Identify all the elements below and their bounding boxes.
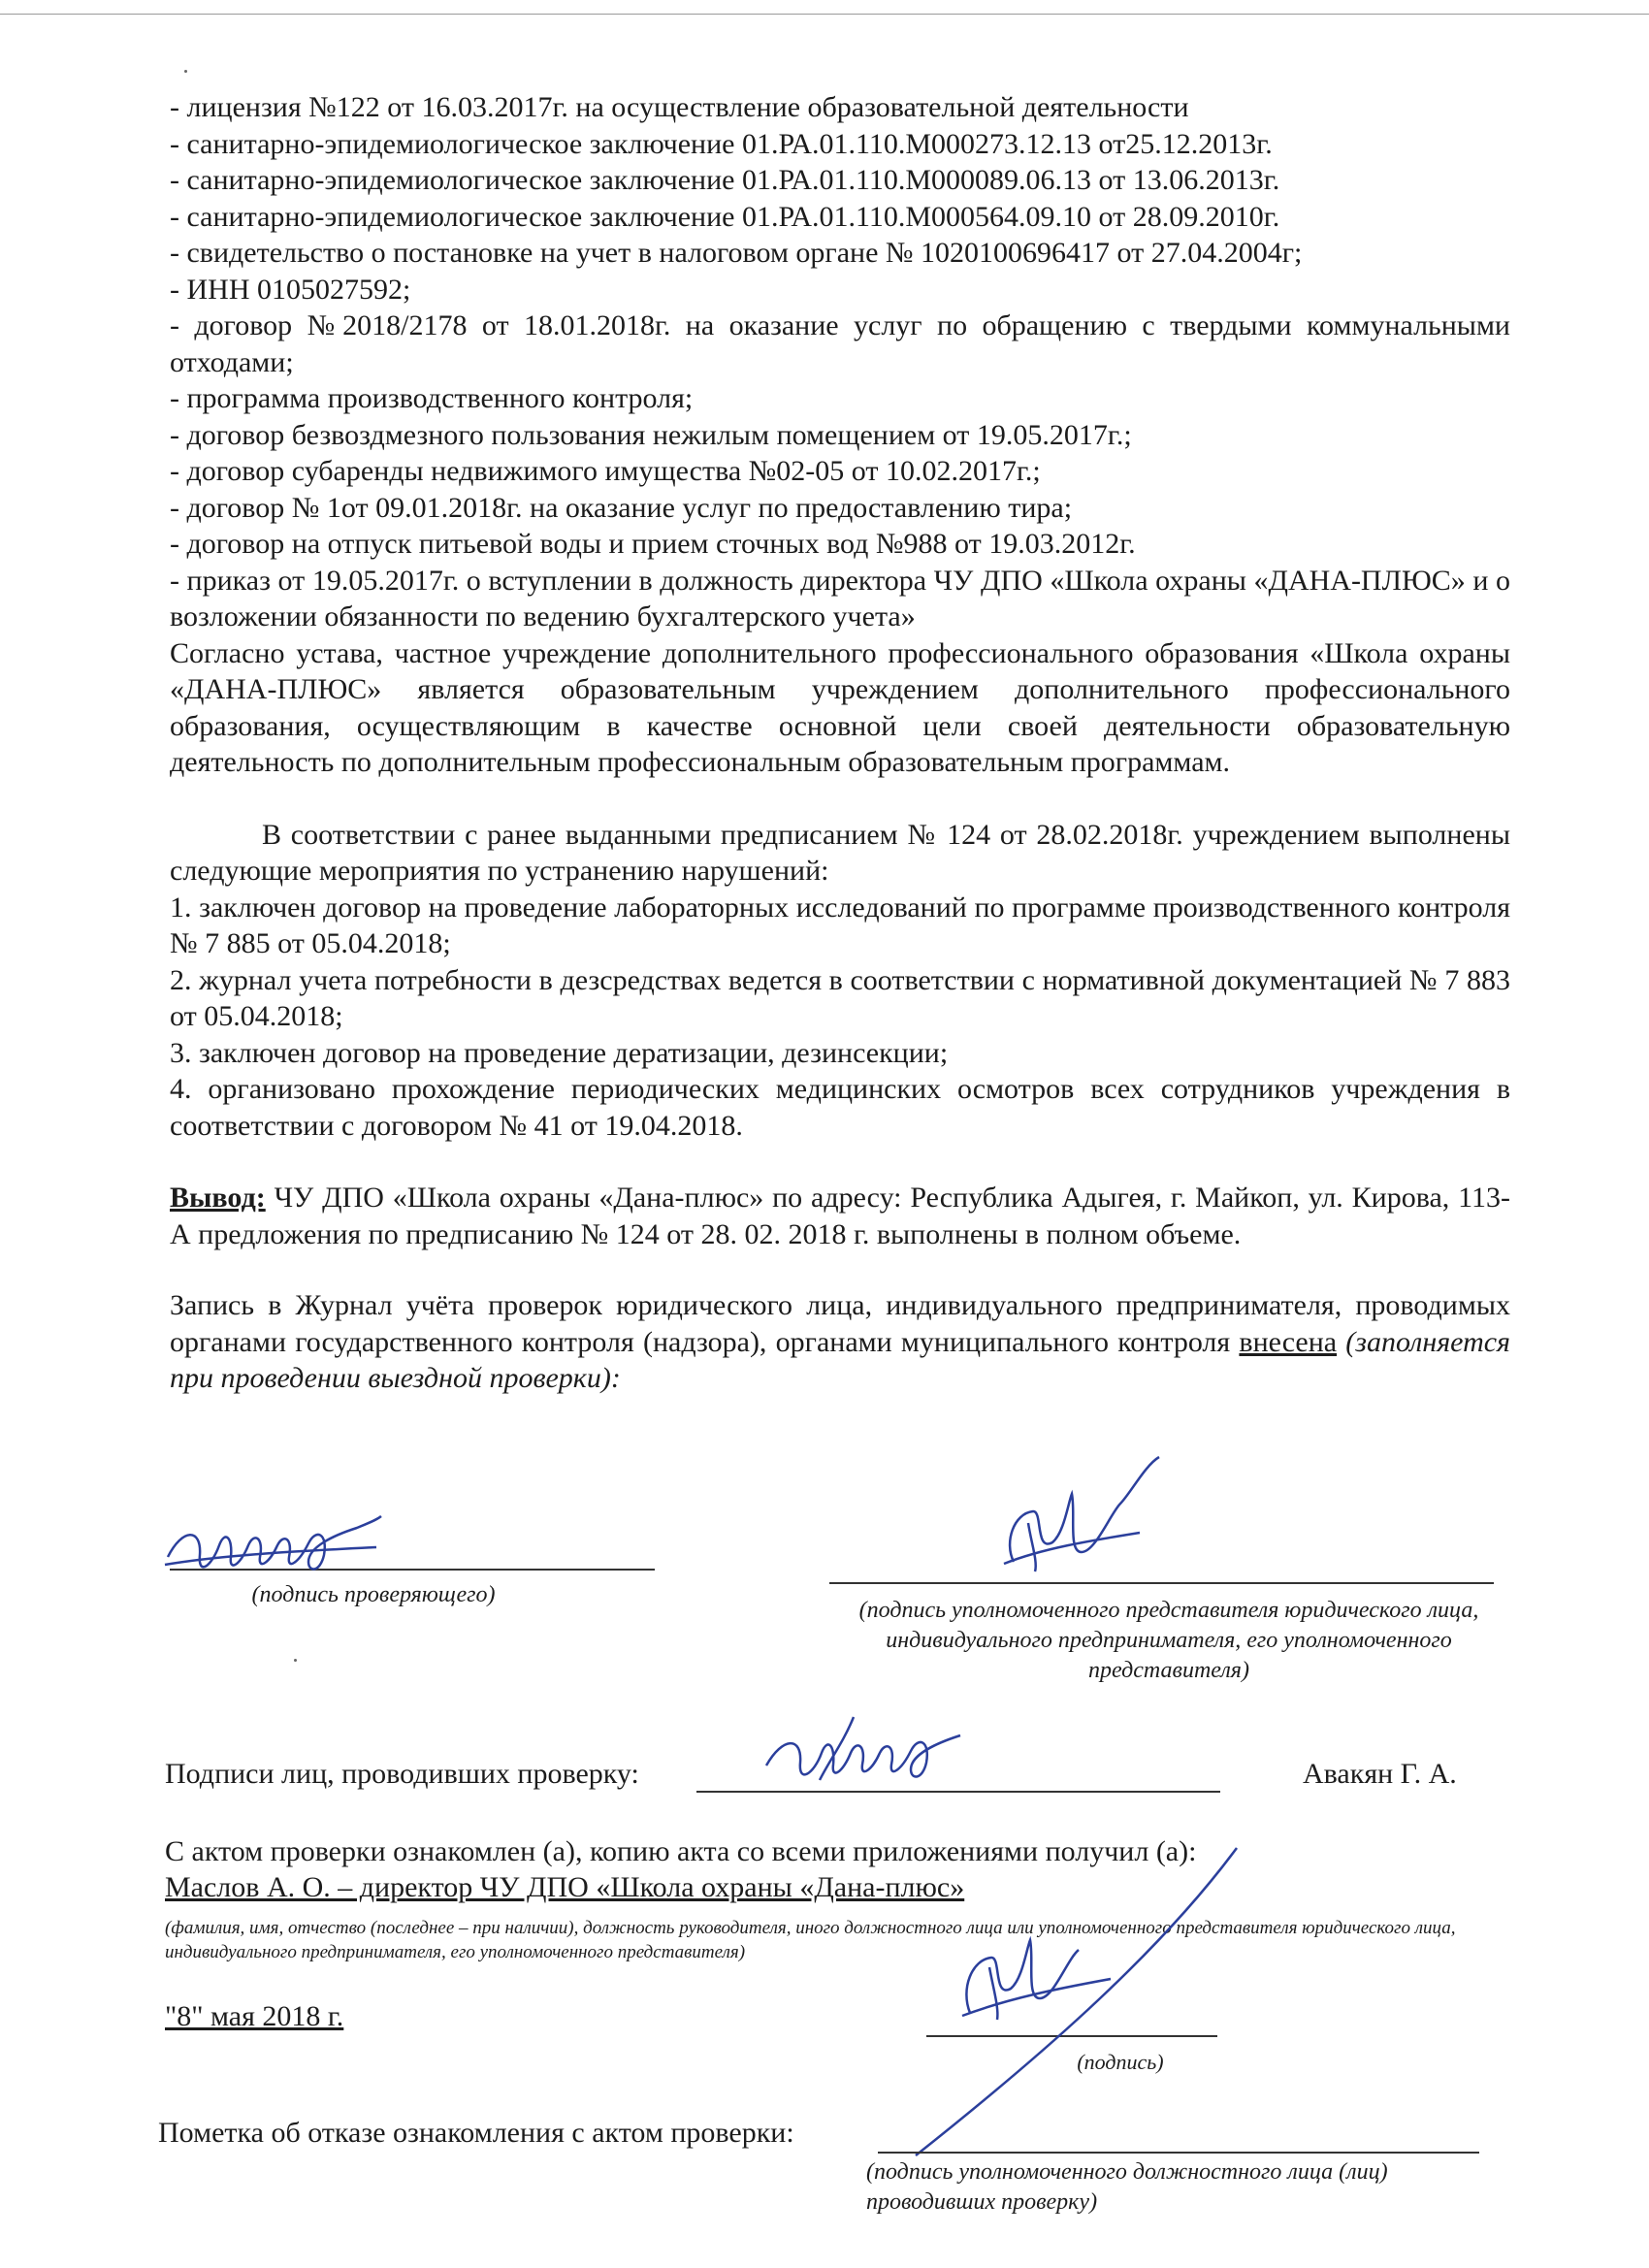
- acquaint-text: С актом проверки ознакомлен (а), копию акта со всеми приложениями получил (а):: [165, 1835, 1197, 1867]
- list-item: - программа производственного контроля;: [170, 382, 694, 414]
- document-date: "8" мая 2018 г.: [165, 2000, 344, 2032]
- list-item: - договор № 1от 09.01.2018г. на оказание услуг по предоставлению тира;: [170, 491, 1073, 524]
- director-signature-scribble: [912, 1843, 1319, 2163]
- signature-caption: (подпись): [1077, 2050, 1164, 2074]
- list-item: - санитарно-эпидемиологическое заключение 01.РА.01.110.М000089.06.13 от 13.06.2013г.: [170, 164, 1280, 196]
- representative-signature-caption: (подпись уполномоченного представителя юридического лица, индивидуального предпринимателя, его уполномоченного представителя): [858, 1598, 1479, 1683]
- inspectors-label: Подписи лиц, проводивших проверку:: [165, 1758, 639, 1790]
- refusal-label: Пометка об отказе ознакомления с актом проверки:: [158, 2117, 794, 2149]
- acquaint-caption: (фамилия, имя, отчество (последнее – при наличии), должность руководителя, иного должностного лица или уполномоченного представителя юридического лица, индивидуального предпринимателя, его уполномоченного представителя): [165, 1918, 1456, 1962]
- measures-intro: В соответствии с ранее выданными предписанием № 124 от 28.02.2018г. учреждением выполнены следующие мероприятия по устранению нарушений:: [170, 818, 1510, 887]
- list-item: - ИНН 0105027592;: [170, 273, 411, 306]
- inspector-signature-scribble: [163, 1508, 386, 1586]
- document-body: [170, 89, 1510, 1397]
- refusal-caption: (подпись уполномоченного должностного лица (лиц) проводивших проверку): [866, 2159, 1388, 2215]
- refusal-signature-line: [878, 2152, 1479, 2154]
- scan-speck: [294, 1659, 297, 1662]
- list-item: - санитарно-эпидемиологическое заключение 01.РА.01.110.М000273.12.13 от25.12.2013г.: [170, 127, 1273, 160]
- inspectors-signature-scribble: [761, 1712, 985, 1799]
- list-item: - санитарно-эпидемиологическое заключение 01.РА.01.110.М000564.09.10 от 28.09.2010г.: [170, 200, 1280, 233]
- list-item: - приказ от 19.05.2017г. о вступлении в должность директора ЧУ ДПО «Школа охраны «ДАНА-ПЛЮС» и о возложении обязанности по ведению бухгалтерского учета»: [170, 564, 1510, 632]
- scan-speck: [184, 70, 187, 73]
- representative-signature-scribble: [975, 1455, 1169, 1601]
- measure-item: 3. заключен договор на проведение дератизации, дезинсекции;: [170, 1036, 949, 1069]
- list-item: - лицензия №122 от 16.03.2017г. на осуществление образовательной деятельности: [170, 91, 1189, 123]
- acquaint-person: Маслов А. О. – директор ЧУ ДПО «Школа охраны «Дана-плюс»: [165, 1871, 965, 1903]
- list-item: - договор №2018/2178 от 18.01.2018г. на оказание услуг по обращению с твердыми коммунальными отходами;: [170, 309, 1510, 378]
- conclusion-text: ЧУ ДПО «Школа охраны «Дана-плюс» по адресу: Республика Адыгея, г. Майкоп, ул. Кирова, 113-А предложения по предписанию № 124 от 28. 02. 2018 г. выполнены в полном объеме.: [170, 1182, 1510, 1250]
- list-item: - договор на отпуск питьевой воды и прием сточных вод №988 от 19.03.2012г.: [170, 528, 1136, 560]
- measure-item: 2. журнал учета потребности в дезсредствах ведется в соответствии с нормативной документацией № 7 883 от 05.04.2018;: [170, 963, 1510, 1032]
- journal-text: Запись в Журнал учёта проверок юридического лица, индивидуального предпринимателя, проводимых органами государственного контроля (надзора), органами муниципального контроля: [170, 1289, 1510, 1358]
- measures-list: [170, 890, 1510, 1145]
- charter-paragraph: Согласно устава, частное учреждение дополнительного профессионального образования «Школа охраны «ДАНА-ПЛЮС» является образовательным учреждением дополнительного профессионального образования, осуществляющим в качестве основной цели своей деятельности образовательную деятельность по дополнительным профессиональным образовательным программам.: [170, 636, 1510, 778]
- list-item: - свидетельство о постановке на учет в налоговом органе № 1020100696417 от 27.04.2004г;: [170, 237, 1303, 269]
- journal-note: (заполняется при проведении выездной проверки):: [170, 1325, 1511, 1394]
- journal-entered: внесена: [1239, 1325, 1338, 1358]
- conclusion-paragraph: [170, 1180, 1510, 1252]
- measure-item: 4. организовано прохождение периодических медицинских осмотров всех сотрудников учреждения в соответствии с договором № 41 от 19.04.2018.: [170, 1073, 1510, 1142]
- list-item: - договор субаренды недвижимого имущества №02-05 от 10.02.2017г.;: [170, 455, 1041, 487]
- scan-edge-line: [0, 14, 1649, 15]
- inspector-signature-caption: (подпись проверяющего): [251, 1582, 496, 1607]
- inspector-name: Авакян Г. А.: [1303, 1758, 1457, 1790]
- documents-list: [170, 89, 1510, 635]
- conclusion-label: Вывод:: [170, 1182, 266, 1214]
- measure-item: 1. заключен договор на проведение лабораторных исследований по программе производственного контроля № 7 885 от 05.04.2018;: [170, 891, 1510, 959]
- journal-paragraph: [170, 1287, 1510, 1397]
- list-item: - договор безвоздмезного пользования нежилым помещением от 19.05.2017г.;: [170, 418, 1132, 451]
